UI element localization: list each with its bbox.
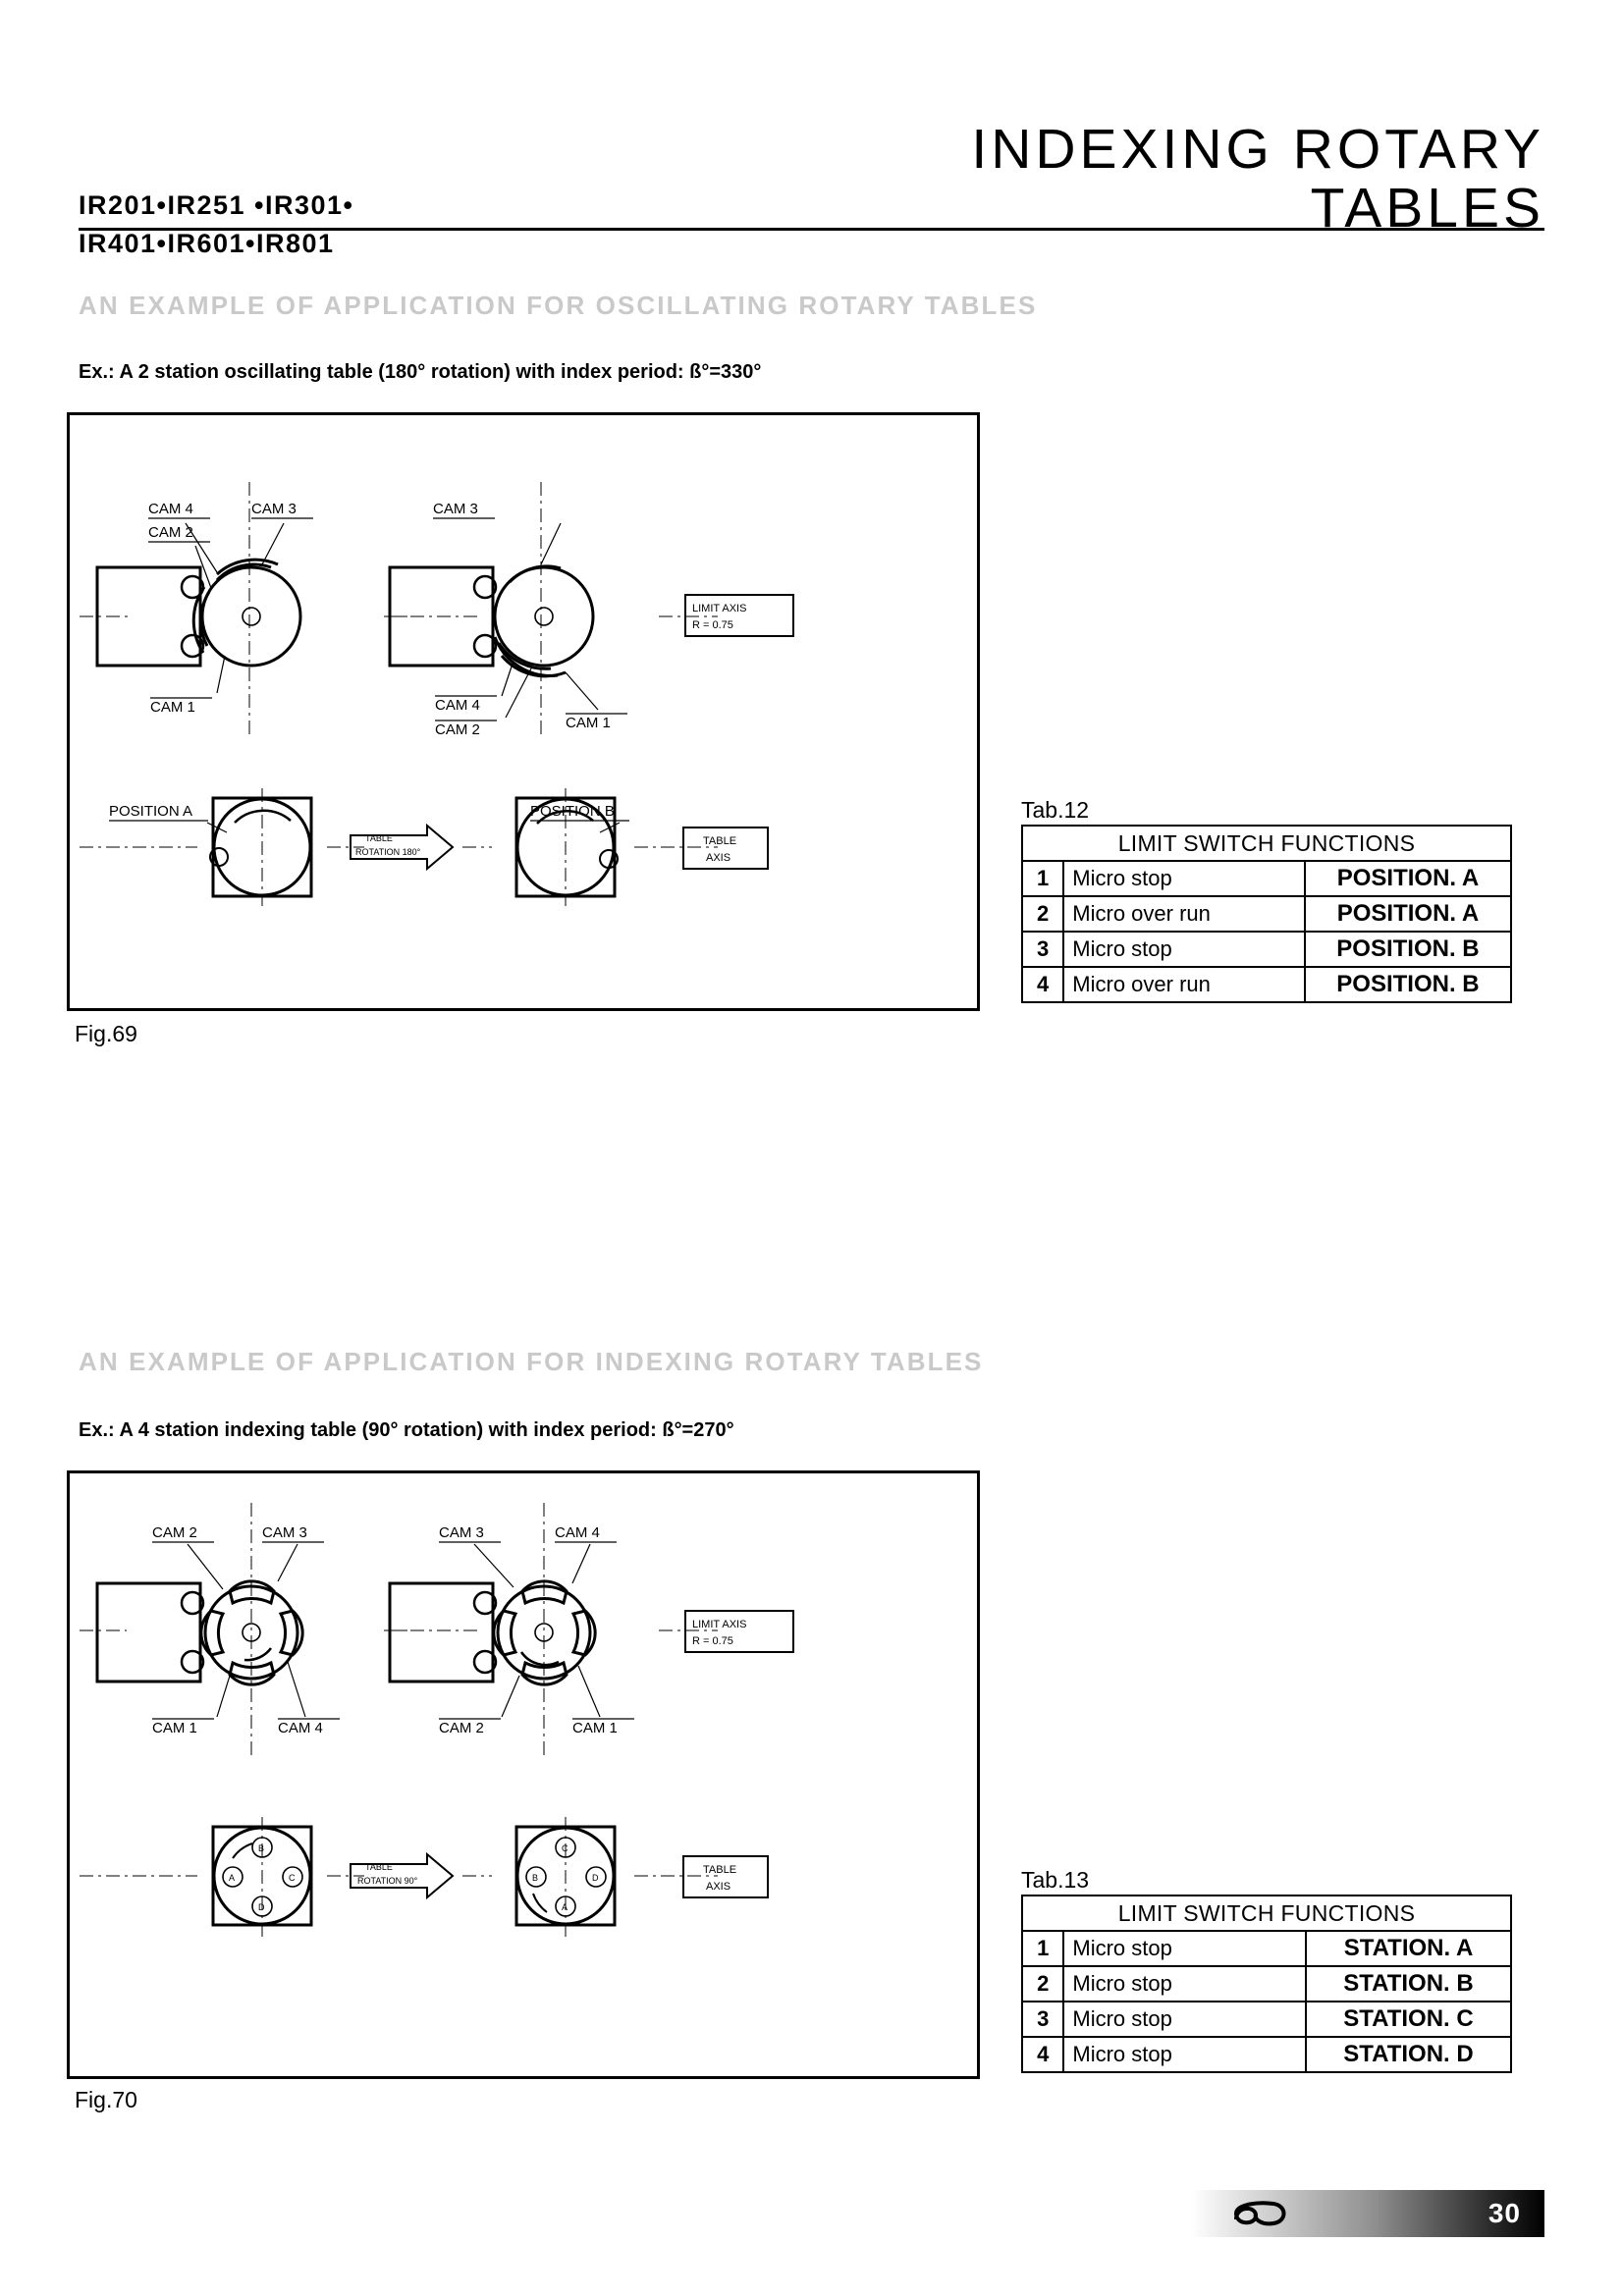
table-row (1022, 967, 1511, 1002)
limit-axis-label-line-2: R = 0.75 (692, 619, 733, 631)
limit-axis-label-line-1: LIMIT AXIS (692, 603, 747, 614)
row-number: 4 (1022, 2037, 1063, 2072)
figure-70-caption: Fig.70 (75, 2087, 137, 2112)
company-logo-icon (1230, 2194, 1293, 2233)
cam-label: CAM 3 (251, 501, 297, 517)
cam-label: CAM 1 (572, 1720, 618, 1736)
cam-label: CAM 3 (439, 1524, 484, 1541)
page-title-line-1: INDEXING ROTARY (971, 118, 1544, 181)
cam-label: CAM 1 (566, 715, 611, 731)
station-marker: D (258, 1902, 265, 1912)
station-marker: B (532, 1873, 539, 1883)
table-rotation-label-line-1: TABLE (365, 1862, 393, 1872)
station-marker: C (562, 1843, 568, 1853)
table-row (1022, 2002, 1511, 2037)
row-number: 4 (1022, 967, 1063, 1002)
cam-label: CAM 2 (152, 1524, 197, 1541)
table-rotation-label-line-2: ROTATION 90° (357, 1876, 418, 1886)
table-row (1022, 932, 1511, 967)
table-row (1022, 2037, 1511, 2072)
cam-label: CAM 4 (555, 1524, 600, 1541)
table-axis-label-line-2: AXIS (706, 1881, 731, 1893)
table-13 (1021, 1895, 1512, 2073)
row-number: 2 (1022, 1966, 1063, 2002)
row-position: POSITION. B (1305, 967, 1511, 1002)
row-position: STATION. A (1306, 1931, 1511, 1966)
table-13-header: LIMIT SWITCH FUNCTIONS (1022, 1896, 1511, 1931)
section-1-banner: AN EXAMPLE OF APPLICATION FOR OSCILLATING ROTARY TABLES (79, 291, 1038, 320)
row-function: Micro stop (1063, 1931, 1306, 1966)
footer-bar (1191, 2190, 1544, 2237)
cam-label: CAM 4 (435, 697, 480, 714)
cam-label: CAM 2 (439, 1720, 484, 1736)
figure-69-frame (67, 412, 980, 1011)
page-number: 30 (1488, 2198, 1521, 2228)
row-position: STATION. D (1306, 2037, 1511, 2072)
station-marker: C (289, 1873, 296, 1883)
cam-label: CAM 4 (148, 501, 193, 517)
table-row (1022, 1896, 1511, 1931)
page-title (971, 120, 1544, 239)
figure-70-drawing (70, 1473, 979, 2078)
row-position: STATION. B (1306, 1966, 1511, 2002)
row-number: 3 (1022, 932, 1063, 967)
row-position: POSITION. A (1305, 896, 1511, 932)
cam-label: CAM 4 (278, 1720, 323, 1736)
table-rotation-label-line-2: ROTATION 180° (355, 847, 421, 857)
row-number: 1 (1022, 861, 1063, 896)
row-position: STATION. C (1306, 2002, 1511, 2037)
station-marker: B (258, 1843, 265, 1853)
section-2-example-text: Ex.: A 4 station indexing table (90° rotation) with index period: ß°=270° (79, 1419, 734, 1441)
table-rotation-label-line-1: TABLE (365, 833, 393, 843)
row-function: Micro over run (1063, 896, 1305, 932)
page-header (0, 59, 1623, 259)
row-function: Micro stop (1063, 2002, 1306, 2037)
figure-69-caption: Fig.69 (75, 1021, 137, 1046)
row-position: POSITION. A (1305, 861, 1511, 896)
cam-label: CAM 1 (150, 699, 195, 716)
cam-label: CAM 2 (435, 721, 480, 738)
row-number: 2 (1022, 896, 1063, 932)
position-a-label: POSITION A (109, 803, 193, 820)
table-12 (1021, 825, 1512, 1003)
limit-axis-label-line-1: LIMIT AXIS (692, 1619, 747, 1630)
table-12-header: LIMIT SWITCH FUNCTIONS (1022, 826, 1511, 861)
station-marker: A (229, 1873, 236, 1883)
figure-69-drawing (70, 415, 979, 1010)
model-codes (79, 187, 354, 263)
position-b-label: POSITION B (530, 803, 615, 820)
figure-69-right-cam-labels (433, 501, 746, 738)
figure-70-frame (67, 1470, 980, 2079)
table-13-caption: Tab.13 (1021, 1867, 1090, 1893)
table-row (1022, 896, 1511, 932)
figure-70-left-cam-labels (152, 1524, 340, 1736)
figure-69-left-cam-labels (148, 501, 313, 716)
section-1-example-text: Ex.: A 2 station oscillating table (180° rotation) with index period: ß°=330° (79, 361, 762, 383)
table-axis-label-line-2: AXIS (706, 852, 731, 864)
section-2-banner: AN EXAMPLE OF APPLICATION FOR INDEXING ROTARY TABLES (79, 1347, 984, 1376)
table-row (1022, 826, 1511, 861)
station-marker: A (562, 1902, 568, 1912)
model-codes-line-2: IR401•IR601•IR801 (79, 229, 335, 259)
row-function: Micro stop (1063, 1966, 1306, 2002)
cam-label: CAM 1 (152, 1720, 197, 1736)
limit-axis-label-line-2: R = 0.75 (692, 1635, 733, 1647)
row-number: 1 (1022, 1931, 1063, 1966)
page-title-line-2: TABLES (1310, 177, 1544, 240)
row-position: POSITION. B (1305, 932, 1511, 967)
row-function: Micro stop (1063, 932, 1305, 967)
row-function: Micro over run (1063, 967, 1305, 1002)
table-axis-label-line-1: TABLE (703, 1864, 737, 1876)
header-divider (79, 228, 1544, 231)
cam-label: CAM 2 (148, 524, 193, 541)
cam-label: CAM 3 (433, 501, 478, 517)
table-row (1022, 861, 1511, 896)
row-number: 3 (1022, 2002, 1063, 2037)
row-function: Micro stop (1063, 861, 1305, 896)
table-axis-label-line-1: TABLE (703, 835, 737, 847)
table-12-caption: Tab.12 (1021, 797, 1090, 823)
table-row (1022, 1966, 1511, 2002)
table-row (1022, 1931, 1511, 1966)
cam-label: CAM 3 (262, 1524, 307, 1541)
row-function: Micro stop (1063, 2037, 1306, 2072)
station-marker: D (592, 1873, 599, 1883)
model-codes-line-1: IR201•IR251 •IR301• (79, 190, 354, 220)
